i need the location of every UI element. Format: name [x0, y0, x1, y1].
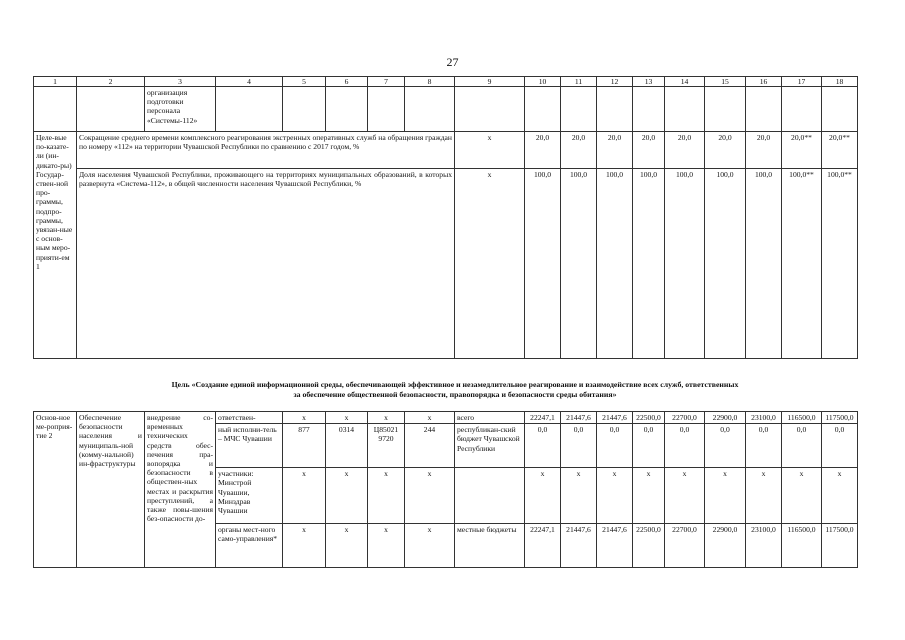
funding-source: республикан-ский бюджет Чувашской Республики: [455, 424, 525, 468]
indicator-value: 20,0: [597, 132, 633, 169]
column-number: 15: [705, 77, 746, 87]
indicator-value: 20,0**: [782, 132, 822, 169]
page-number: 27: [446, 55, 459, 69]
funding-value: 0,0: [705, 424, 746, 468]
funding-value: 23100,0: [746, 524, 782, 568]
column-number: 6: [326, 77, 368, 87]
funding-value: 22700,0: [665, 524, 705, 568]
column-number: 4: [216, 77, 283, 87]
funding-source: [455, 468, 525, 524]
funding-value: 0,0: [746, 424, 782, 468]
budget-code: x: [283, 412, 326, 424]
funding-value: 0,0: [822, 424, 858, 468]
measure-description: внедрение со-временных технических средств обес-печения пра-вопорядка и безопасности в обществен-ных местах и раскрытия преступлений, а также повы-шения без-опасности до-: [145, 412, 216, 568]
column-number: 5: [283, 77, 326, 87]
indicator-value: 20,0: [561, 132, 597, 169]
funding-value: 22900,0: [705, 524, 746, 568]
goal-line-1: Цель «Создание единой информационной среды, обеспечивающей эффективное и незамедлительное реагирование и взаимодействие всех служб, ответственных: [171, 380, 739, 389]
column-number: 2: [77, 77, 145, 87]
responsible: ный исполни-тель – МЧС Чувашии: [216, 424, 283, 468]
budget-code: x: [283, 468, 326, 524]
indicator-value: 20,0: [746, 132, 782, 169]
budget-code: x: [368, 412, 405, 424]
continuation-row: [34, 87, 858, 132]
indicator-value: 20,0: [705, 132, 746, 169]
funding-value: 0,0: [561, 424, 597, 468]
indicators-label: Целе-вые по-казате-ли (ин-дикато-ры) Государ-ствен-ной про-граммы, подпро-граммы, увязан-ные с основ-ным меро-прияти-ем 1: [34, 132, 77, 359]
responsible: ответствен-: [216, 412, 283, 424]
column-number: 13: [633, 77, 665, 87]
column-number: 7: [368, 77, 405, 87]
column-number: 14: [665, 77, 705, 87]
indicator-value: 100,0: [746, 169, 782, 359]
funding-value: x: [822, 468, 858, 524]
funding-value: 116500,0: [782, 412, 822, 424]
indicator-row: [34, 169, 858, 359]
funding-value: 23100,0: [746, 412, 782, 424]
funding-value: 21447,6: [597, 412, 633, 424]
funding-value: 22247,1: [525, 524, 561, 568]
program-table-top: [33, 76, 858, 359]
funding-value: x: [597, 468, 633, 524]
column-number: 10: [525, 77, 561, 87]
funding-value: 22900,0: [705, 412, 746, 424]
funding-value: 21447,6: [561, 412, 597, 424]
funding-value: 22500,0: [633, 412, 665, 424]
funding-value: 0,0: [597, 424, 633, 468]
budget-code: Ц85021 9720: [368, 424, 405, 468]
indicator-value: 100,0: [665, 169, 705, 359]
column-number-row: [34, 77, 858, 87]
goal-line-2: за обеспечение общественной безопасности, правопорядка и безопасности среды обитания»: [293, 390, 617, 399]
column-number: 8: [405, 77, 455, 87]
budget-code: 877: [283, 424, 326, 468]
indicator-value: 100,0: [597, 169, 633, 359]
funding-row: [34, 412, 858, 424]
column-number: 17: [782, 77, 822, 87]
indicator-value: 100,0**: [782, 169, 822, 359]
column-number: 3: [145, 77, 216, 87]
column-number: 1: [34, 77, 77, 87]
indicator-value: 20,0: [525, 132, 561, 169]
budget-code: x: [326, 412, 368, 424]
responsible: участники: Минстрой Чувашии, Минздрав Чувашии: [216, 468, 283, 524]
indicator-value: 20,0: [665, 132, 705, 169]
funding-source: всего: [455, 412, 525, 424]
indicator-col9: x: [455, 169, 525, 359]
goal-heading: [60, 380, 850, 400]
column-number: 11: [561, 77, 597, 87]
measure-description-cont: организация подготовки персонала «Системы-112»: [145, 87, 216, 132]
column-number: 12: [597, 77, 633, 87]
budget-code: x: [405, 412, 455, 424]
indicator-text: Доля населения Чувашской Республики, проживающего на территориях муниципальных образований, в которых развернута «Система-112», в общей численности населения Чувашской Республики, %: [77, 169, 455, 359]
indicator-value: 20,0**: [822, 132, 858, 169]
responsible: органы мест-ного само-управления*: [216, 524, 283, 568]
indicator-value: 100,0: [633, 169, 665, 359]
funding-value: 0,0: [665, 424, 705, 468]
budget-code: x: [368, 468, 405, 524]
indicator-value: 20,0: [633, 132, 665, 169]
funding-value: 0,0: [782, 424, 822, 468]
indicator-value: 100,0: [705, 169, 746, 359]
budget-code: x: [326, 524, 368, 568]
indicator-text: Сокращение среднего времени комплексного реагирования экстренных оперативных служб на обращения граждан по номеру «112» на территории Чувашской Республики по сравнению с 2017 годом, %: [77, 132, 455, 169]
funding-value: x: [525, 468, 561, 524]
indicator-value: 100,0: [525, 169, 561, 359]
funding-value: 0,0: [525, 424, 561, 468]
funding-value: 117500,0: [822, 412, 858, 424]
funding-value: 117500,0: [822, 524, 858, 568]
funding-value: 0,0: [633, 424, 665, 468]
budget-code: x: [326, 468, 368, 524]
indicator-value: 100,0**: [822, 169, 858, 359]
funding-value: 22700,0: [665, 412, 705, 424]
column-number: 16: [746, 77, 782, 87]
funding-value: x: [782, 468, 822, 524]
indicator-col9: x: [455, 132, 525, 169]
budget-code: 244: [405, 424, 455, 468]
funding-value: x: [746, 468, 782, 524]
budget-code: x: [405, 524, 455, 568]
measure-title: Обеспечение безопасности населения и муниципаль-ной (комму-нальной) ин-фраструктуры: [77, 412, 145, 568]
column-number: 9: [455, 77, 525, 87]
budget-code: x: [283, 524, 326, 568]
funding-source: местные бюджеты: [455, 524, 525, 568]
program-table-bottom: [33, 411, 858, 568]
funding-value: 116500,0: [782, 524, 822, 568]
budget-code: x: [368, 524, 405, 568]
funding-value: x: [633, 468, 665, 524]
indicator-row: [34, 132, 858, 169]
funding-value: 21447,6: [561, 524, 597, 568]
funding-value: 22247,1: [525, 412, 561, 424]
budget-code: 0314: [326, 424, 368, 468]
measure-number: Основ-ное ме-роприя-тие 2: [34, 412, 77, 568]
column-number: 18: [822, 77, 858, 87]
funding-value: x: [705, 468, 746, 524]
budget-code: x: [405, 468, 455, 524]
funding-value: x: [561, 468, 597, 524]
funding-value: x: [665, 468, 705, 524]
funding-value: 21447,6: [597, 524, 633, 568]
funding-value: 22500,0: [633, 524, 665, 568]
indicator-value: 100,0: [561, 169, 597, 359]
